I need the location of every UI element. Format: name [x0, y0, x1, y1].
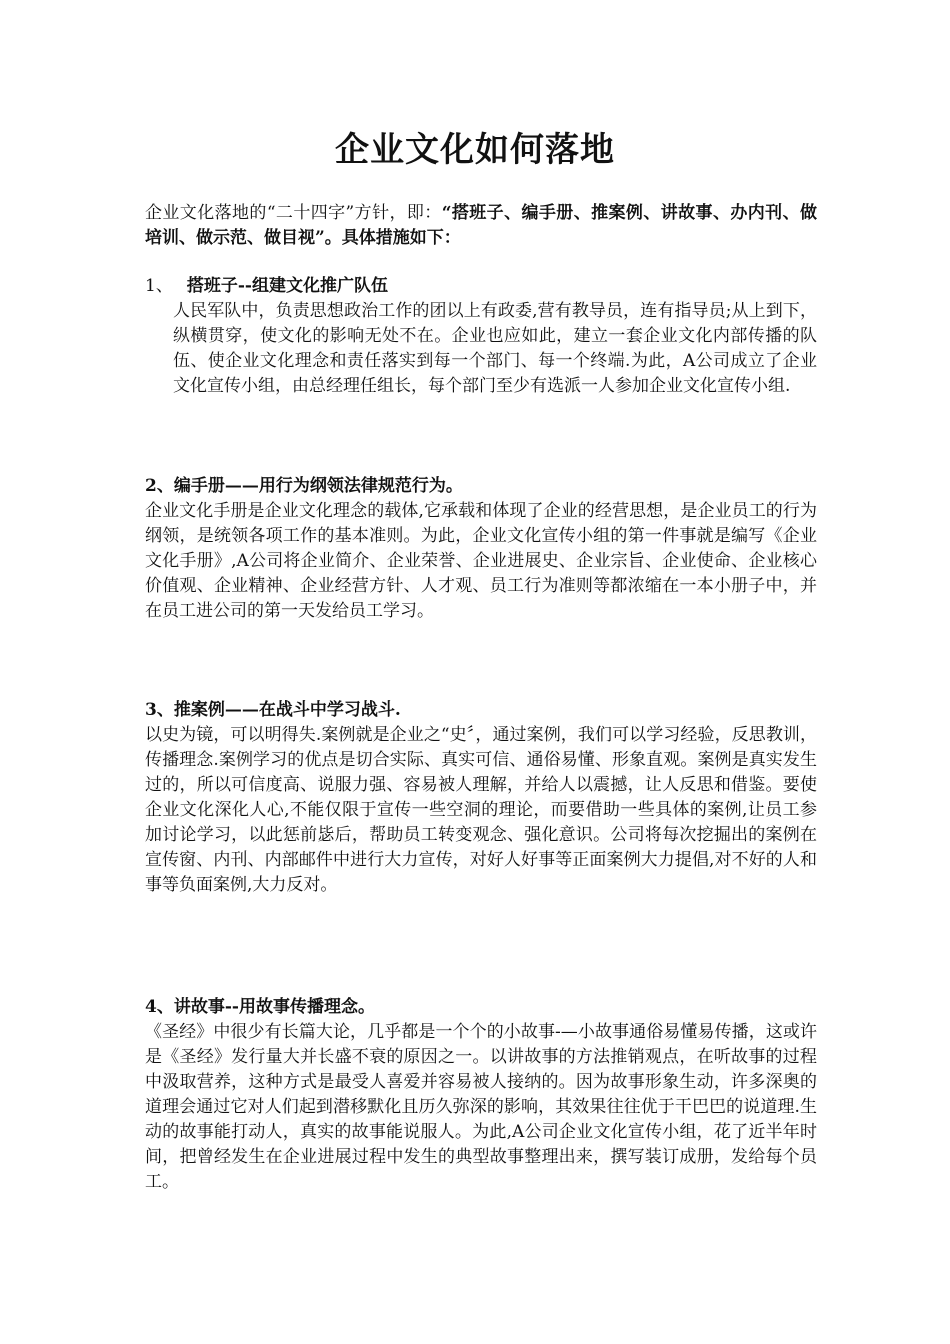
section-1: [145, 274, 817, 399]
intro-paragraph: [145, 201, 817, 251]
document-title: 企业文化如何落地: [335, 130, 615, 170]
section-2-body: 企业文化手册是企业文化理念的载体,它承载和体现了企业的经营思想，是企业员工的行为纲领，是统领各项工作的基本准则。为此，企业文化宣传小组的第一件事就是编写《企业文化手册》,A公司将企业简介、企业荣誉、企业进展史、企业宗旨、企业使命、企业核心价值观、企业精神、企业经营方针、人才观、员工行为准则等都浓缩在一本小册子中，并在员工进公司的第一天发给员工学习。: [145, 501, 817, 621]
intro-prefix: 企业文化落地的“二十四字”方针，即：: [145, 203, 442, 223]
section-1-body: 人民军队中，负责思想政治工作的团以上有政委,营有教导员，连有指导员;从上到下，纵横贯穿，使文化的影响无处不在。企业也应如此，建立一套企业文化内部传播的队伍、使企业文化理念和责任落实到每一个部门、每一个终端.为此，A公司成立了企业文化宣传小组，由总经理任组长，每个部门至少有选派一人参加企业文化宣传小组.: [173, 301, 817, 396]
section-4-heading: 4、讲故事--用故事传播理念。: [145, 997, 375, 1017]
section-2-heading: 2、编手册——用行为纲领法律规范行为。: [145, 476, 463, 496]
intro-bold-text: “搭班子、编手册、推案例、讲故事、办内刊、做培训、做示范、做目视”。具体措施如下：: [145, 203, 817, 248]
section-4-body: 《圣经》中很少有长篇大论，几乎都是一个个的小故事-—小故事通俗易懂易传播，这或许是《圣经》发行量大并长盛不衰的原因之一。以讲故事的方法推销观点，在听故事的过程中汲取营养，这种方式是最受人喜爱并容易被人接纳的。因为故事形象生动，许多深奥的道理会通过它对人们起到潜移默化且历久弥深的影响，其效果往往优于干巴巴的说道理.生动的故事能打动人，真实的故事能说服人。为此,A公司企业文化宣传小组，花了近半年时间，把曾经发生在企业进展过程中发生的典型故事整理出来，撰写装订成册，发给每个员工。: [145, 1022, 817, 1192]
section-1-heading: 1、 搭班子--组建文化推广队伍: [145, 276, 388, 296]
section-4: [145, 995, 817, 1195]
section-3: [145, 698, 817, 898]
section-3-heading: 3、推案例——在战斗中学习战斗.: [145, 700, 401, 720]
section-1-number: 1、: [145, 276, 173, 296]
section-2: [145, 474, 817, 624]
section-3-body: 以史为镜，可以明得失.案例就是企业之“史〞，通过案例，我们可以学习经验，反思教训，传播理念.案例学习的优点是切合实际、真实可信、通俗易懂、形象直观。案例是真实发生过的，所以可信度高、说服力强、容易被人理解，并给人以震撼，让人反思和借鉴。要使企业文化深化人心,不能仅限于宣传一些空洞的理论，而要借助一些具体的案例,让员工参加讨论学习，以此惩前毖后，帮助员工转变观念、强化意识。公司将每次挖掘出的案例在宣传窗、内刊、内部邮件中进行大力宣传，对好人好事等正面案例大力提倡,对不好的人和事等负面案例,大力反对。: [145, 725, 817, 895]
